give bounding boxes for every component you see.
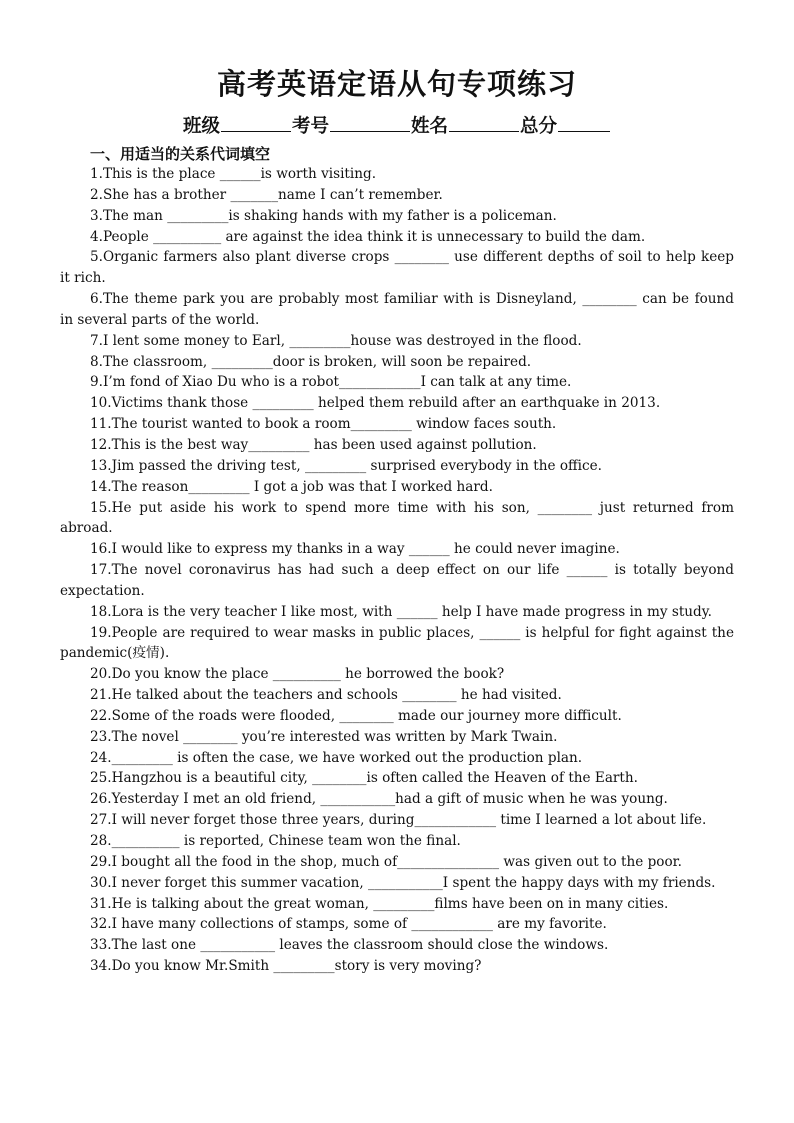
- question-item: 22.Some of the roads were flooded, ________ made our journey more difficult.: [90, 707, 622, 724]
- question-item: 32.I have many collections of stamps, some of ____________ are my favorite.: [90, 916, 607, 933]
- question-item: 7.I lent some money to Earl, _________house was destroyed in the flood.: [90, 332, 582, 349]
- question-item: 9.I’m fond of Xiao Du who is a robot____________I can talk at any time.: [90, 374, 572, 391]
- question-item: 25.Hangzhou is a beautiful city, ________is often called the Heaven of the Earth.: [90, 770, 638, 787]
- question-item: 2.She has a brother _______name I can’t remember.: [90, 186, 443, 203]
- score-label: 总分: [520, 116, 558, 137]
- question-item: 1.This is the place ______is worth visiting.: [90, 166, 377, 182]
- question-item: 13.Jim passed the driving test, _________ surprised everybody in the office.: [90, 457, 603, 474]
- question-item: 34.Do you know Mr.Smith _________story is very moving?: [90, 958, 482, 975]
- question-item: 3.The man _________is shaking hands with my father is a policeman.: [90, 207, 557, 224]
- page-title: 高考英语定语从句专项练习: [216, 67, 577, 101]
- question-item: 23.The novel ________ you’re interested was written by Mark Twain.: [90, 728, 558, 745]
- student-info-line: [0, 112, 794, 138]
- question-item: 10.Victims thank those _________ helped them rebuild after an earthquake in 2013.: [90, 395, 661, 412]
- question-item: 15.He put aside his work to spend more time with his son, ________ just returned from abroad.: [60, 499, 734, 537]
- question-item: 21.He talked about the teachers and schools ________ he had visited.: [90, 687, 562, 704]
- question-item: 31.He is talking about the great woman, _________films have been on in many cities.: [90, 895, 669, 912]
- exam-no-blank[interactable]: [330, 113, 410, 132]
- question-item: 19.People are required to wear masks in public places, ______ is helpful for fight against the pandemic(疫情).: [60, 624, 734, 662]
- question-item: 18.Lora is the very teacher I like most, with ______ help I have made progress in my study.: [90, 603, 712, 620]
- question-item: 6.The theme park you are probably most familiar with is Disneyland, ________ can be found in several parts of the world.: [60, 291, 734, 328]
- question-item: 33.The last one ___________ leaves the classroom should close the windows.: [90, 937, 609, 954]
- question-item: 26.Yesterday I met an old friend, ___________had a gift of music when he was young.: [90, 791, 668, 808]
- question-item: 16.I would like to express my thanks in a way ______ he could never imagine.: [90, 541, 620, 558]
- question-item: 20.Do you know the place __________ he borrowed the book?: [90, 666, 505, 683]
- question-item: 14.The reason_________ I got a job was that I worked hard.: [90, 478, 493, 495]
- class-blank[interactable]: [221, 113, 291, 132]
- question-item: 27.I will never forget those three years, during____________ time I learned a lot about life.: [90, 812, 707, 829]
- question-item: 30.I never forget this summer vacation, ___________I spent the happy days with my friends.: [90, 874, 716, 891]
- score-blank[interactable]: [558, 113, 610, 132]
- name-label: 姓名: [411, 116, 449, 137]
- question-item: 4.People __________ are against the idea think it is unnecessary to build the dam.: [90, 228, 646, 245]
- question-item: 28.__________ is reported, Chinese team won the final.: [90, 833, 461, 849]
- question-list: [60, 164, 734, 977]
- question-item: 8.The classroom, _________door is broken, will soon be repaired.: [90, 353, 532, 370]
- exam-no-label: 考号: [291, 116, 329, 137]
- question-item: 29.I bought all the food in the shop, much of_______________ was given out to the poor.: [90, 853, 682, 870]
- name-blank[interactable]: [449, 113, 519, 132]
- class-label: 班级: [182, 116, 220, 137]
- question-item: 11.The tourist wanted to book a room_________ window faces south.: [90, 416, 557, 433]
- question-item: 17.The novel coronavirus has had such a deep effect on our life ______ is totally beyond expectation.: [60, 562, 734, 599]
- question-item: 24._________ is often the case, we have worked out the production plan.: [90, 749, 583, 766]
- question-item: 12.This is the best way_________ has been used against pollution.: [90, 436, 537, 453]
- question-item: 5.Organic farmers also plant diverse crops ________ use different depths of soil to help keep it rich.: [60, 249, 734, 287]
- section-title: 一、用适当的关系代词填空: [90, 145, 271, 163]
